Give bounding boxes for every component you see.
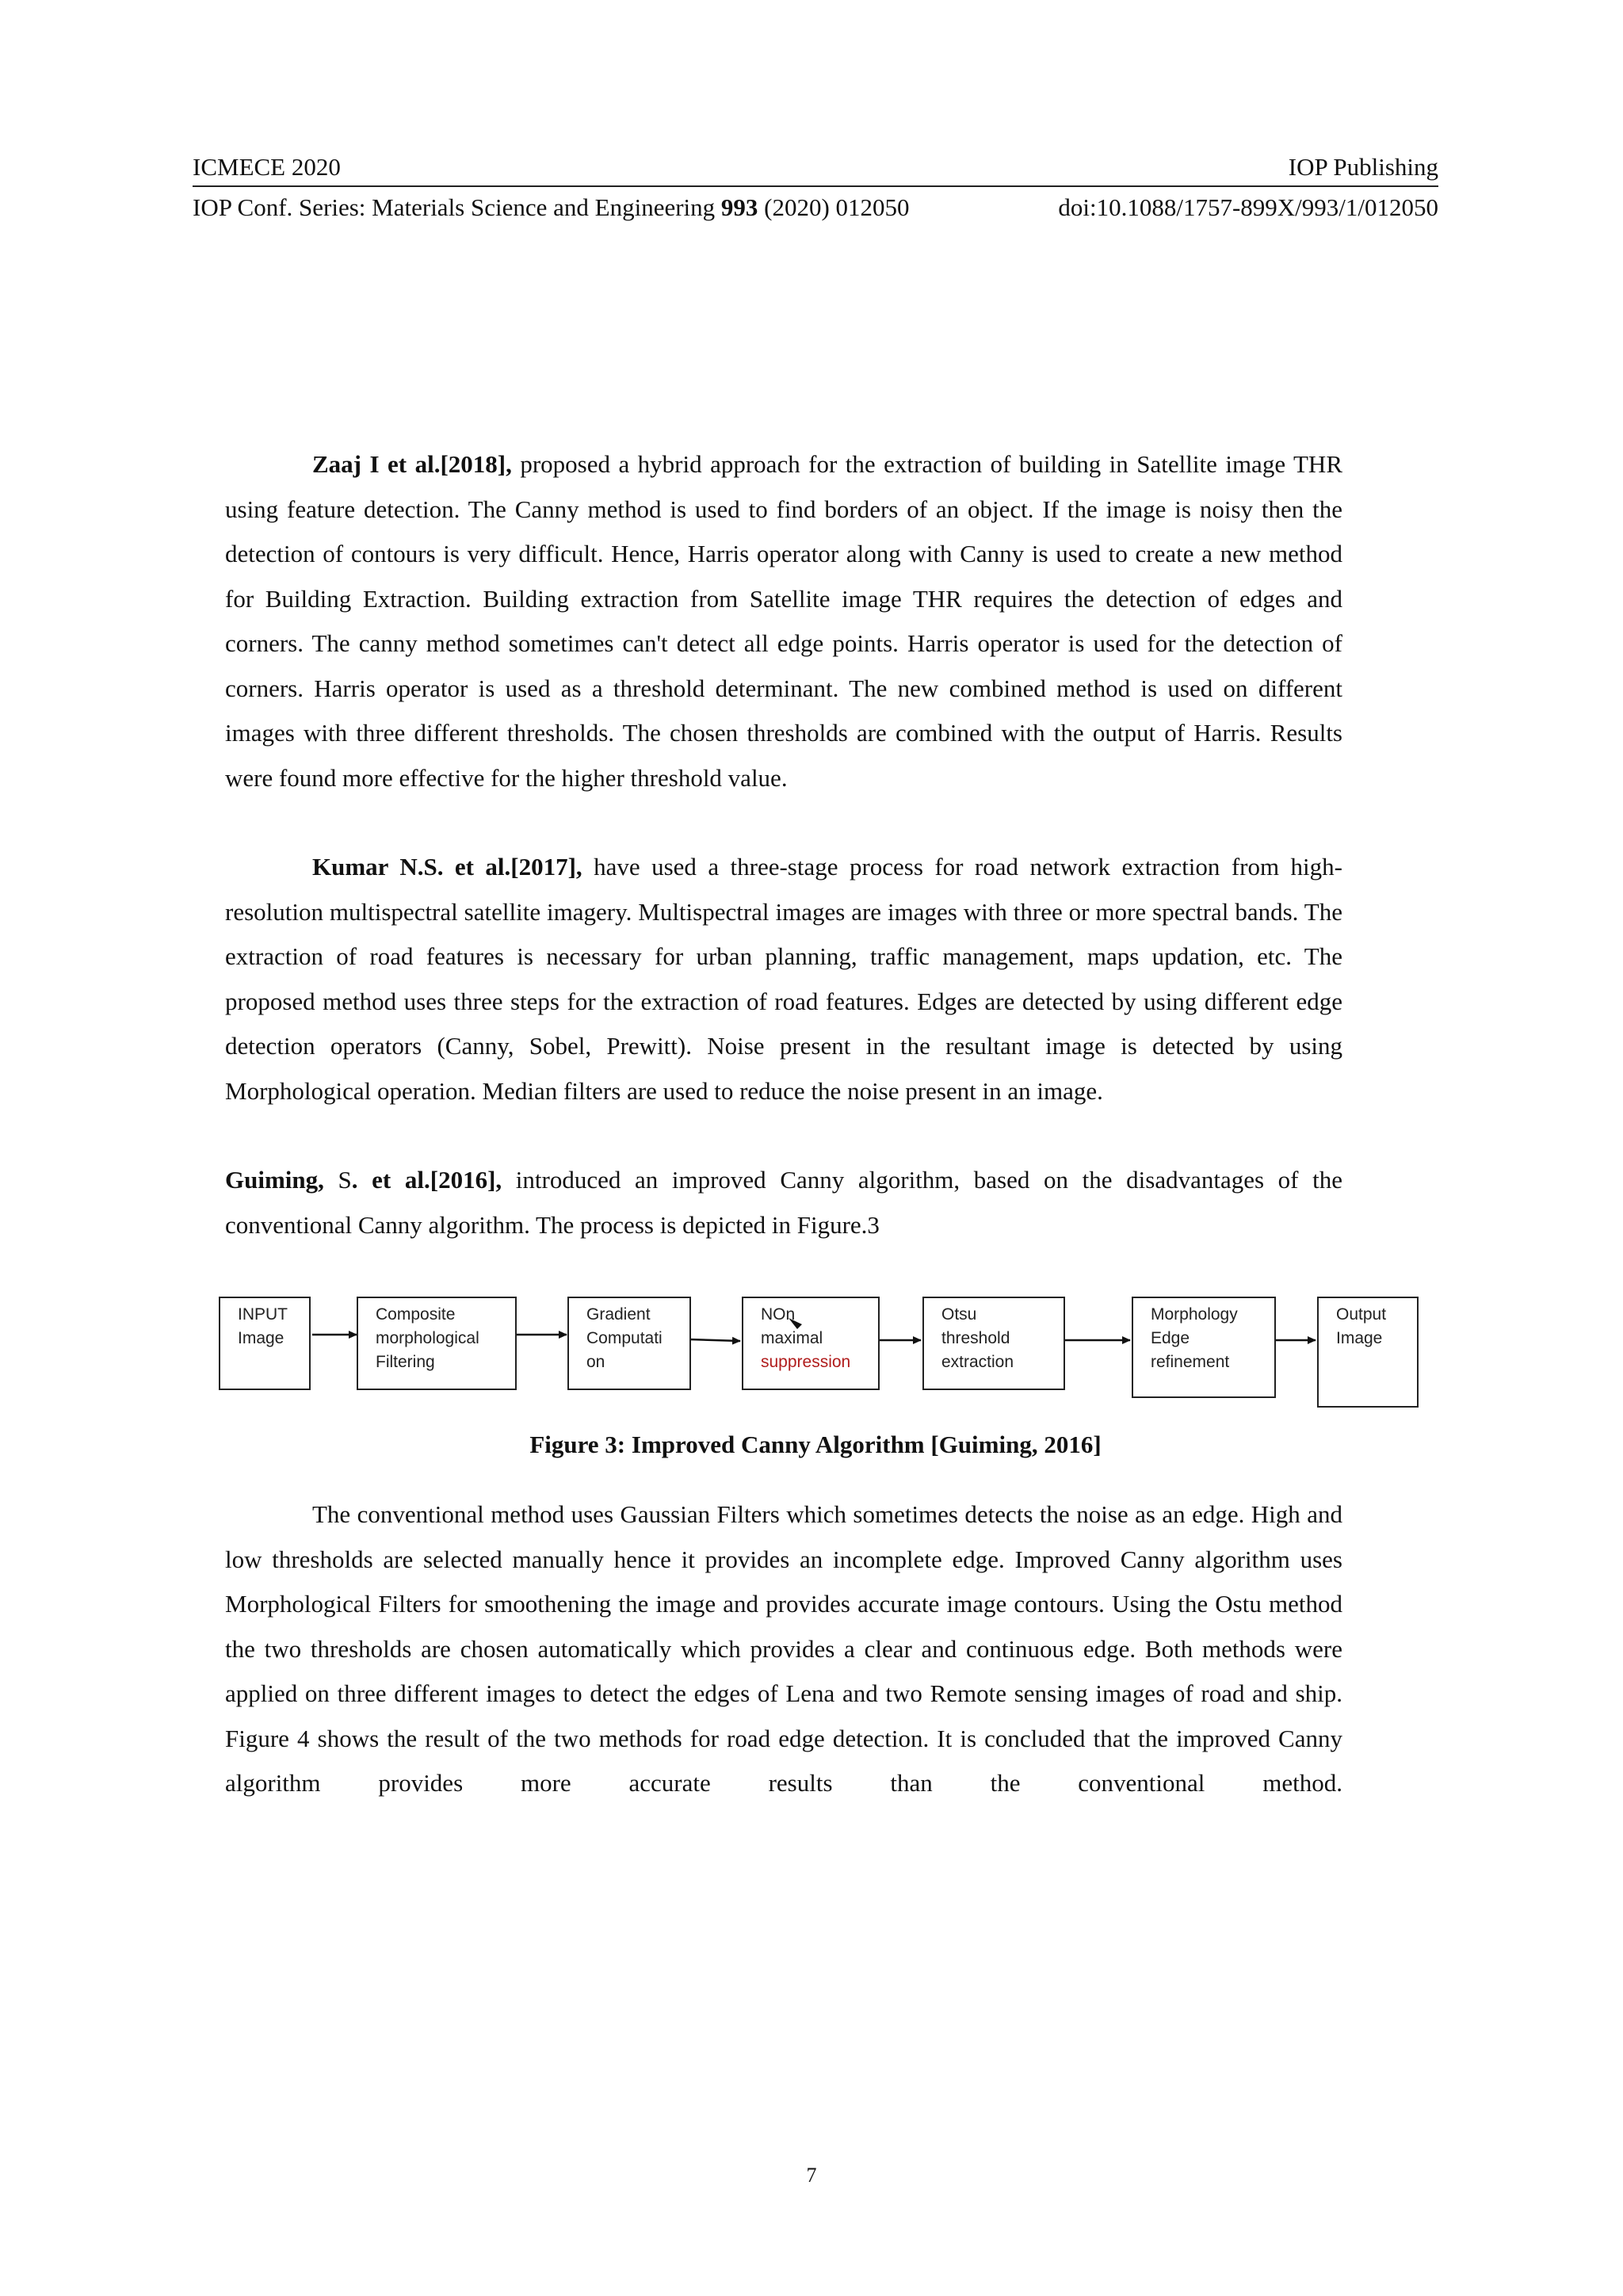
box-non-maximal-suppression: NOn maximal suppression xyxy=(742,1297,880,1390)
box-morphology-refinement: Morphology Edge refinement xyxy=(1132,1297,1276,1398)
paragraph-conventional-method: The conventional method uses Gaussian Filters which sometimes detects the noise as an edge. High and low thresholds are selected manually hence it provides an incomplete edge. Improved Canny algorithm uses Morphological Filters for smoothening the image and provides accurate image contours. Using the Ostu method the two thresholds are chosen automatically which provides a clear and continuous edge. Both methods were applied on three different images to detect the edges of Lena and two Remote sensing images of road and ship. Figure 4 shows the result of the two methods for road edge detection. It is concluded that the improved Canny algorithm provides more accurate results than the conventional method. xyxy=(225,1500,1342,1797)
header-rule xyxy=(193,185,1438,187)
series-info: IOP Conf. Series: Materials Science and Engineering 993 (2020) 012050 xyxy=(193,193,910,221)
paragraph-guiming: Guiming, S. et al.[2016], introduced an improved Canny algorithm, based on the disadvantages of the conventional Canny algorithm. The process is depicted in Figure.3 xyxy=(225,1166,1342,1239)
citation-zaaj: Zaaj I et al.[2018], xyxy=(312,450,512,478)
arrow-3 xyxy=(689,1339,740,1341)
figure-3-caption: Figure 3: Improved Canny Algorithm [Guiming, 2016] xyxy=(529,1431,1102,1458)
conference-name: ICMECE 2020 xyxy=(193,153,341,181)
paragraph-kumar: Kumar N.S. et al.[2017], have used a three-stage process for road network extraction from high-resolution multispectral satellite imagery. Multispectral images are images with three or more spectral bands. The extraction of road features is necessary for urban planning, traffic management, maps updation, etc. The proposed method uses three steps for the extraction of road features. Edges are detected by using different edge detection operators (Canny, Sobel, Prewitt). Noise present in the resultant image is detected by using Morphological operation. Median filters are used to reduce the noise present in an image. xyxy=(225,853,1342,1105)
box-composite-filtering: Composite morphological Filtering xyxy=(357,1297,517,1390)
publisher-name: IOP Publishing xyxy=(1288,153,1438,181)
volume-number: 993 xyxy=(720,193,758,221)
doi-text: doi:10.1088/1757-899X/993/1/012050 xyxy=(1058,193,1438,221)
citation-kumar: Kumar N.S. et al.[2017], xyxy=(312,853,582,881)
box-otsu-threshold: Otsu threshold extraction xyxy=(922,1297,1065,1390)
box-input-image: INPUT Image xyxy=(219,1297,311,1390)
figure-3-flowchart xyxy=(214,1284,1419,1411)
paragraph-zaaj: Zaaj I et al.[2018], proposed a hybrid approach for the extraction of building in Satellite image THR using feature detection. The Canny method is used to find borders of an object. If the image is noisy then the detection of contours is very difficult. Hence, Harris operator along with Canny is used to create a new method for Building Extraction. Building extraction from Satellite image THR requires the detection of edges and corners. The canny method sometimes can't detect all edge points. Harris operator is used for the detection of corners. Harris operator is used as a threshold determinant. The new combined method is used on different images with three different thresholds. The chosen thresholds are combined with the output of Harris. Results were found more effective for the higher threshold value. xyxy=(225,450,1342,792)
box-gradient-computation: Gradient Computati on xyxy=(567,1297,691,1390)
citation-guiming: Guiming, S. et al.[2016], xyxy=(225,1166,502,1194)
box-output-image: Output Image xyxy=(1317,1297,1419,1408)
page-number: 7 xyxy=(806,2164,817,2187)
